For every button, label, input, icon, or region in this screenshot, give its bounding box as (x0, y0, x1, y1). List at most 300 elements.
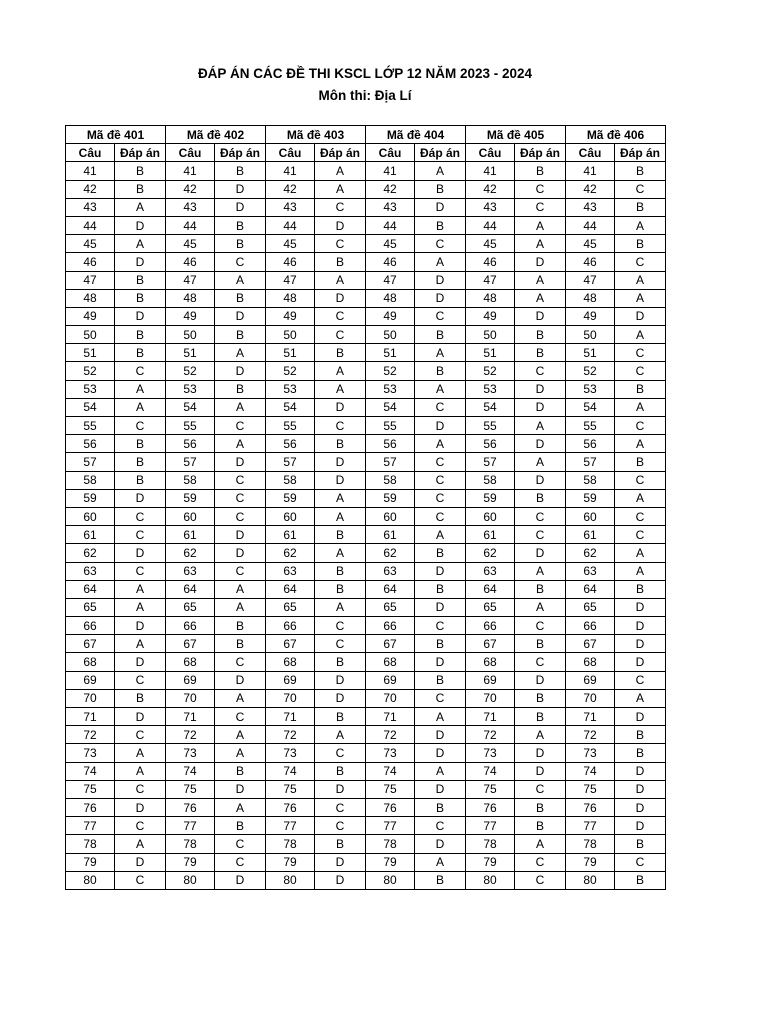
question-number: 62 (566, 544, 615, 562)
answer-cell: A (415, 162, 466, 180)
question-number: 79 (66, 853, 115, 871)
answer-cell: C (115, 362, 166, 380)
answer-cell: C (415, 617, 466, 635)
question-number: 72 (166, 726, 215, 744)
question-number: 63 (566, 562, 615, 580)
question-number: 67 (266, 635, 315, 653)
answer-cell: A (315, 362, 366, 380)
question-number: 46 (366, 253, 415, 271)
question-number: 64 (466, 580, 515, 598)
table-row (66, 762, 666, 780)
question-number: 50 (66, 326, 115, 344)
question-number: 61 (466, 526, 515, 544)
table-row (66, 562, 666, 580)
question-number: 52 (466, 362, 515, 380)
table-row (66, 307, 666, 325)
question-number: 54 (66, 398, 115, 416)
question-number: 78 (466, 835, 515, 853)
answer-cell: A (215, 598, 266, 616)
table-row (66, 362, 666, 380)
answer-cell: D (415, 835, 466, 853)
question-number: 50 (466, 326, 515, 344)
question-number: 67 (166, 635, 215, 653)
question-header: Câu (566, 144, 615, 162)
answer-cell: B (415, 216, 466, 234)
question-number: 61 (266, 526, 315, 544)
answer-cell: C (415, 507, 466, 525)
question-number: 73 (66, 744, 115, 762)
answer-cell: A (615, 216, 666, 234)
answer-cell: C (315, 235, 366, 253)
question-number: 72 (366, 726, 415, 744)
answer-cell: A (415, 762, 466, 780)
answer-cell: D (315, 289, 366, 307)
answer-cell: A (615, 398, 666, 416)
answer-cell: B (615, 380, 666, 398)
exam-code-header: Mã đề 404 (366, 126, 466, 144)
question-number: 47 (566, 271, 615, 289)
answer-cell: D (515, 671, 566, 689)
question-number: 72 (266, 726, 315, 744)
question-number: 62 (66, 544, 115, 562)
question-number: 78 (166, 835, 215, 853)
question-number: 58 (566, 471, 615, 489)
question-number: 47 (66, 271, 115, 289)
answer-cell: C (215, 835, 266, 853)
answer-cell: D (615, 780, 666, 798)
question-number: 54 (366, 398, 415, 416)
answer-cell: C (515, 617, 566, 635)
answer-cell: C (515, 526, 566, 544)
question-number: 79 (466, 853, 515, 871)
answer-cell: C (315, 307, 366, 325)
question-number: 50 (366, 326, 415, 344)
table-row (66, 180, 666, 198)
answer-cell: A (315, 489, 366, 507)
answer-cell: B (115, 180, 166, 198)
question-number: 66 (466, 617, 515, 635)
question-number: 43 (266, 198, 315, 216)
question-number: 77 (166, 817, 215, 835)
question-number: 49 (566, 307, 615, 325)
question-number: 66 (566, 617, 615, 635)
question-number: 72 (66, 726, 115, 744)
question-header: Câu (66, 144, 115, 162)
question-number: 65 (166, 598, 215, 616)
answer-cell: D (215, 453, 266, 471)
answer-cell: A (115, 380, 166, 398)
answer-cell: B (215, 326, 266, 344)
question-number: 53 (166, 380, 215, 398)
question-number: 45 (466, 235, 515, 253)
answer-cell: B (515, 817, 566, 835)
answer-cell: B (115, 689, 166, 707)
answer-cell: A (415, 526, 466, 544)
table-row (66, 617, 666, 635)
answer-cell: B (415, 798, 466, 816)
question-number: 75 (566, 780, 615, 798)
answer-cell: A (515, 453, 566, 471)
answer-cell: C (215, 507, 266, 525)
question-number: 76 (466, 798, 515, 816)
answer-cell: A (215, 435, 266, 453)
answer-cell: A (515, 271, 566, 289)
answer-cell: C (215, 417, 266, 435)
table-row (66, 417, 666, 435)
question-number: 44 (166, 216, 215, 234)
answer-cell: B (615, 835, 666, 853)
answer-cell: C (515, 780, 566, 798)
question-number: 74 (266, 762, 315, 780)
answer-cell: A (415, 344, 466, 362)
question-number: 46 (266, 253, 315, 271)
question-number: 46 (566, 253, 615, 271)
exam-code-header: Mã đề 401 (66, 126, 166, 144)
question-number: 80 (466, 871, 515, 889)
exam-code-header: Mã đề 403 (266, 126, 366, 144)
answer-cell: A (115, 762, 166, 780)
question-number: 74 (466, 762, 515, 780)
table-row (66, 780, 666, 798)
question-number: 64 (266, 580, 315, 598)
answer-cell: B (315, 526, 366, 544)
answer-cell: A (215, 798, 266, 816)
answer-cell: C (215, 708, 266, 726)
answer-cell: B (215, 617, 266, 635)
answer-cell: C (615, 671, 666, 689)
question-number: 56 (466, 435, 515, 453)
question-number: 55 (366, 417, 415, 435)
question-number: 51 (66, 344, 115, 362)
table-row (66, 544, 666, 562)
document-title: ĐÁP ÁN CÁC ĐỀ THI KSCL LỚP 12 NĂM 2023 - 2024 (197, 66, 533, 81)
answer-cell: D (315, 780, 366, 798)
question-number: 53 (66, 380, 115, 398)
table-row (66, 489, 666, 507)
answer-cell: C (115, 726, 166, 744)
question-number: 77 (66, 817, 115, 835)
table-row (66, 344, 666, 362)
question-number: 70 (466, 689, 515, 707)
question-number: 66 (66, 617, 115, 635)
answer-cell: D (115, 489, 166, 507)
answer-cell: C (415, 398, 466, 416)
answer-cell: A (615, 271, 666, 289)
answer-cell: B (115, 471, 166, 489)
answer-cell: B (615, 453, 666, 471)
answer-header: Đáp án (615, 144, 666, 162)
question-number: 74 (566, 762, 615, 780)
answer-cell: D (115, 798, 166, 816)
table-row (66, 635, 666, 653)
answer-cell: D (615, 307, 666, 325)
table-row (66, 835, 666, 853)
answer-cell: D (515, 398, 566, 416)
subject-title: Môn thi: Địa Lí (318, 88, 412, 103)
question-number: 48 (266, 289, 315, 307)
question-number: 57 (566, 453, 615, 471)
question-number: 57 (166, 453, 215, 471)
answer-cell: C (415, 489, 466, 507)
question-number: 59 (66, 489, 115, 507)
answer-cell: B (215, 635, 266, 653)
answer-cell: C (615, 471, 666, 489)
question-number: 50 (566, 326, 615, 344)
question-number: 43 (166, 198, 215, 216)
answer-cell: B (415, 671, 466, 689)
table-row (66, 798, 666, 816)
question-number: 65 (266, 598, 315, 616)
answer-header: Đáp án (415, 144, 466, 162)
answer-cell: B (615, 871, 666, 889)
answer-cell: D (215, 671, 266, 689)
answer-cell: B (615, 162, 666, 180)
answer-cell: B (415, 544, 466, 562)
answer-cell: B (215, 762, 266, 780)
answer-header: Đáp án (215, 144, 266, 162)
answer-table (65, 125, 666, 890)
column-header-row (66, 144, 666, 162)
question-number: 64 (166, 580, 215, 598)
answer-cell: A (515, 598, 566, 616)
answer-cell: B (415, 362, 466, 380)
answer-cell: B (515, 489, 566, 507)
question-number: 61 (566, 526, 615, 544)
question-number: 51 (166, 344, 215, 362)
question-number: 72 (566, 726, 615, 744)
answer-cell: A (615, 326, 666, 344)
answer-cell: B (515, 708, 566, 726)
exam-header-row (66, 126, 666, 144)
exam-code-header: Mã đề 405 (466, 126, 566, 144)
answer-cell: D (115, 544, 166, 562)
answer-cell: D (115, 307, 166, 325)
question-number: 69 (166, 671, 215, 689)
question-number: 78 (566, 835, 615, 853)
question-number: 58 (66, 471, 115, 489)
answer-cell: C (215, 471, 266, 489)
answer-cell: D (615, 817, 666, 835)
question-number: 70 (566, 689, 615, 707)
question-number: 74 (366, 762, 415, 780)
question-number: 70 (166, 689, 215, 707)
question-number: 45 (366, 235, 415, 253)
question-number: 47 (266, 271, 315, 289)
question-number: 44 (366, 216, 415, 234)
table-row (66, 198, 666, 216)
answer-cell: B (315, 344, 366, 362)
answer-cell: C (615, 417, 666, 435)
question-number: 80 (366, 871, 415, 889)
answer-cell: D (515, 435, 566, 453)
question-header: Câu (266, 144, 315, 162)
answer-cell: B (315, 653, 366, 671)
answer-cell: C (315, 635, 366, 653)
answer-cell: C (515, 198, 566, 216)
answer-cell: A (515, 417, 566, 435)
question-number: 68 (166, 653, 215, 671)
answer-cell: B (115, 344, 166, 362)
question-number: 44 (66, 216, 115, 234)
answer-cell: C (115, 507, 166, 525)
answer-cell: D (415, 598, 466, 616)
question-number: 69 (466, 671, 515, 689)
question-number: 52 (266, 362, 315, 380)
answer-cell: D (615, 635, 666, 653)
table-row (66, 471, 666, 489)
answer-cell: A (315, 380, 366, 398)
question-number: 75 (66, 780, 115, 798)
answer-cell: B (115, 271, 166, 289)
answer-cell: D (115, 617, 166, 635)
question-number: 76 (166, 798, 215, 816)
answer-cell: B (515, 162, 566, 180)
table-row (66, 289, 666, 307)
answer-cell: D (315, 689, 366, 707)
question-number: 75 (166, 780, 215, 798)
question-number: 74 (66, 762, 115, 780)
question-number: 60 (366, 507, 415, 525)
question-number: 71 (366, 708, 415, 726)
answer-cell: D (515, 471, 566, 489)
question-number: 52 (166, 362, 215, 380)
table-row (66, 326, 666, 344)
question-number: 79 (566, 853, 615, 871)
answer-cell: A (315, 598, 366, 616)
question-number: 67 (566, 635, 615, 653)
answer-cell: C (615, 507, 666, 525)
question-number: 57 (466, 453, 515, 471)
question-number: 64 (566, 580, 615, 598)
answer-cell: B (215, 817, 266, 835)
answer-cell: A (615, 544, 666, 562)
question-number: 42 (166, 180, 215, 198)
answer-cell: B (415, 326, 466, 344)
answer-cell: B (315, 435, 366, 453)
question-number: 65 (466, 598, 515, 616)
question-number: 76 (366, 798, 415, 816)
answer-cell: C (115, 871, 166, 889)
question-number: 71 (466, 708, 515, 726)
question-number: 55 (566, 417, 615, 435)
question-number: 77 (566, 817, 615, 835)
answer-cell: C (315, 417, 366, 435)
answer-cell: C (515, 853, 566, 871)
answer-cell: A (415, 708, 466, 726)
table-row (66, 271, 666, 289)
answer-cell: C (415, 235, 466, 253)
table-row (66, 671, 666, 689)
question-number: 41 (266, 162, 315, 180)
table-row (66, 216, 666, 234)
answer-cell: D (515, 253, 566, 271)
answer-cell: B (415, 871, 466, 889)
answer-cell: C (115, 526, 166, 544)
table-row (66, 453, 666, 471)
answer-cell: B (115, 162, 166, 180)
question-number: 65 (66, 598, 115, 616)
answer-cell: D (515, 544, 566, 562)
answer-cell: C (115, 562, 166, 580)
question-number: 52 (366, 362, 415, 380)
answer-cell: D (415, 726, 466, 744)
question-number: 66 (166, 617, 215, 635)
answer-cell: B (215, 235, 266, 253)
answer-cell: C (515, 362, 566, 380)
answer-cell: D (415, 780, 466, 798)
answer-cell: D (215, 544, 266, 562)
question-number: 53 (266, 380, 315, 398)
question-number: 43 (66, 198, 115, 216)
question-number: 71 (266, 708, 315, 726)
answer-cell: A (415, 853, 466, 871)
answer-cell: D (215, 307, 266, 325)
answer-cell: B (215, 216, 266, 234)
answer-cell: A (615, 489, 666, 507)
question-number: 41 (566, 162, 615, 180)
answer-cell: D (515, 762, 566, 780)
table-row (66, 598, 666, 616)
question-number: 62 (266, 544, 315, 562)
answer-cell: A (615, 435, 666, 453)
answer-cell: D (315, 871, 366, 889)
question-number: 71 (566, 708, 615, 726)
answer-cell: A (515, 216, 566, 234)
question-number: 46 (66, 253, 115, 271)
question-number: 80 (266, 871, 315, 889)
question-number: 78 (66, 835, 115, 853)
answer-cell: A (515, 562, 566, 580)
question-number: 80 (566, 871, 615, 889)
answer-cell: B (615, 198, 666, 216)
question-number: 57 (366, 453, 415, 471)
answer-header: Đáp án (515, 144, 566, 162)
answer-cell: A (215, 344, 266, 362)
question-number: 77 (266, 817, 315, 835)
question-number: 75 (266, 780, 315, 798)
answer-cell: B (215, 162, 266, 180)
question-number: 73 (366, 744, 415, 762)
question-number: 65 (366, 598, 415, 616)
answer-cell: D (115, 853, 166, 871)
answer-cell: C (615, 180, 666, 198)
answer-cell: A (615, 562, 666, 580)
answer-cell: A (515, 289, 566, 307)
question-number: 71 (166, 708, 215, 726)
question-number: 68 (466, 653, 515, 671)
answer-cell: B (215, 289, 266, 307)
question-number: 41 (366, 162, 415, 180)
answer-cell: C (415, 471, 466, 489)
answer-cell: C (615, 526, 666, 544)
answer-cell: A (115, 635, 166, 653)
question-number: 58 (466, 471, 515, 489)
question-number: 73 (566, 744, 615, 762)
question-number: 49 (466, 307, 515, 325)
answer-cell: D (115, 653, 166, 671)
question-number: 64 (366, 580, 415, 598)
answer-cell: C (415, 453, 466, 471)
question-number: 55 (166, 417, 215, 435)
question-number: 59 (266, 489, 315, 507)
question-number: 52 (566, 362, 615, 380)
answer-cell: D (415, 653, 466, 671)
answer-cell: D (615, 617, 666, 635)
question-number: 42 (366, 180, 415, 198)
table-row (66, 653, 666, 671)
answer-cell: A (215, 744, 266, 762)
question-number: 62 (166, 544, 215, 562)
